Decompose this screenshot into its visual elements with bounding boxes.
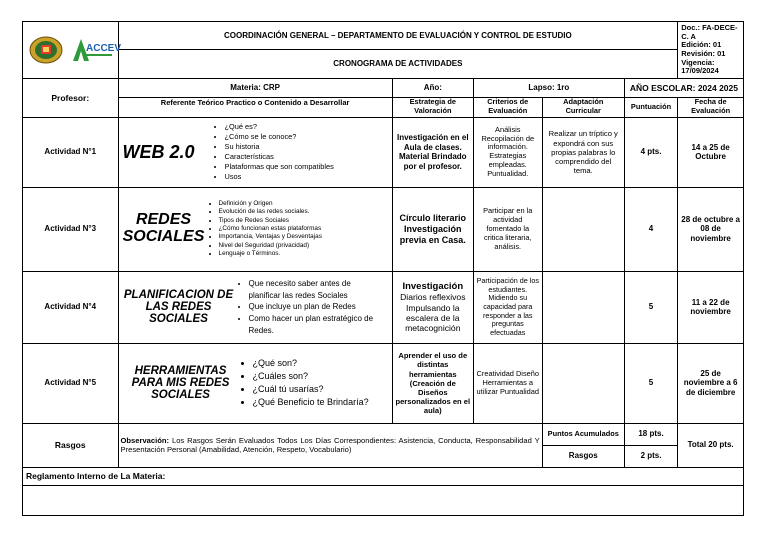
activity-content [118,117,392,187]
topic-list [239,357,369,409]
adaptacion-cell [542,271,624,343]
page-title: CRONOGRAMA DE ACTIVIDADES [118,50,678,78]
estrategia-cell [392,271,473,343]
criterios-cell: Creatividad Diseño Herramientas a utilizar Puntualidad [473,343,542,423]
logo-cell [23,22,119,79]
list-item: • ¿Qué es? [225,122,334,132]
reglamento-heading: Reglamento Interno de La Materia: [23,467,744,485]
list-item: • Características [225,152,334,162]
list-item: • ¿Qué Beneficio te Brindaría? [253,396,369,409]
coordination-title: COORDINACIÓN GENERAL – DEPARTAMENTO DE EVALUACIÓN Y CONTROL DE ESTUDIO [118,22,678,50]
fecha-cell: 11 a 22 de noviembre [678,271,744,343]
fecha-cell: 25 de noviembre a 6 de diciembre [678,343,744,423]
accev-logo-icon [69,35,121,65]
list-item: • ¿Cuál tú usarías? [253,383,369,396]
adaptacion-cell [542,187,624,271]
rasgos-sub-label: Rasgos [542,445,624,467]
list-item: • ¿Qué son? [253,357,369,370]
estrategia-text: Diarios reflexivos Impulsando la escalera de la metacognición [400,292,466,334]
topic-list [211,122,334,182]
col-puntuacion: Puntuación [624,97,677,117]
list-item: • Como hacer un plan estratégico de Redes. [249,313,379,336]
observacion-label: Observación: [120,436,170,446]
observacion-cell [118,423,542,467]
topic-list [235,278,379,336]
activity-title: PLANIFICACION DE LAS REDES SOCIALES [123,289,234,326]
activity-content [118,271,392,343]
estrategia-cell: Investigación en el Aula de clases. Material Brindado por el profesor. [392,117,473,187]
estrategia-cell: Círculo literario Investigación previa en Casa. [392,187,473,271]
table-row [23,117,744,187]
puntos-acumulados-value: 18 pts. [624,423,677,445]
col-adaptacion: Adaptación Curricular [542,97,624,117]
puntos-acumulados-label: Puntos Acumulados [542,423,624,445]
doc-revision: Revisión: 01 [681,48,726,58]
schedule-table [22,21,744,516]
school-crest-icon [28,35,64,65]
list-item: • Que incluye un plan de Redes [249,301,379,313]
lapso-label: Lapso: 1ro [473,78,624,97]
activity-label: Actividad N°4 [23,271,119,343]
doc-validity: Vigencia: 17/09/2024 [681,57,719,76]
anio-escolar-label: AÑO ESCOLAR: 2024 2025 [624,78,743,97]
observacion-text: Los Rasgos Serán Evaluados Todos Los Días Correspondientes: Asistencia, Conducta, Responsabilidad Y Presentación Personal (Amabilidad, Atención, Respeto, Vocabulario) [120,436,540,455]
puntuacion-cell: 4 pts. [624,117,677,187]
col-criterios: Criterios de Evaluación [473,97,542,117]
list-item: • Que necesito saber antes de planificar las redes Sociales [249,278,379,301]
table-row [23,343,744,423]
list-item: • Nivel del Seguridad (privacidad) [219,242,322,250]
adaptacion-cell: Realizar un tríptico y expondrá con sus propias palabras lo comprendido del tema. [542,117,624,187]
activity-content [118,343,392,423]
col-estrategia: Estrategia de Valoración [392,97,473,117]
criterios-cell: Análisis Recopilación de información. Estrategias empleadas. Puntualidad. [473,117,542,187]
table-row [23,187,744,271]
puntuacion-cell: 5 [624,343,677,423]
doc-edition: Edición: 01 [681,40,722,50]
estrategia-cell: Aprender el uso de distintas herramientas (Creación de Diseños personalizados en el aula) [392,343,473,423]
col-referente: Referente Teórico Practico o Contenido a Desarrollar [118,97,392,117]
list-item: • Evolución de las redes sociales. [219,208,322,216]
list-item: • ¿Cómo funcionan estas plataformas [219,225,322,233]
reglamento-body [23,485,744,515]
topic-list [205,200,322,258]
rasgos-label: Rasgos [23,423,119,467]
table-row [23,271,744,343]
profesor-label: Profesor: [23,78,119,117]
list-item: • Plataformas que son compatibles [225,162,334,172]
estrategia-heading: Investigación [402,280,464,292]
activity-title: WEB 2.0 [122,141,195,162]
doc-info [678,22,744,79]
criterios-cell: Participación de los estudiantes. Midiendo su capacidad para responder a las preguntas efectuadas [473,271,542,343]
list-item: • ¿Cuáles son? [253,370,369,383]
puntuacion-cell: 4 [624,187,677,271]
anio-label: Año: [392,78,473,97]
schedule-document [22,21,744,516]
col-fecha: Fecha de Evaluación [678,97,744,117]
fecha-cell: 14 a 25 de Octubre [678,117,744,187]
activity-title: HERRAMIENTAS PARA MIS REDES SOCIALES [131,365,230,402]
logo-text: ACCEV [85,42,121,54]
activity-label: Actividad N°5 [23,343,119,423]
adaptacion-cell [542,343,624,423]
list-item: • Usos [225,172,334,182]
rasgos-row [23,423,744,445]
list-item: • Definición y Origen [219,200,322,208]
rasgos-points: 2 pts. [624,445,677,467]
activity-title: REDES SOCIALES [122,211,205,246]
list-item: • Tipos de Redes Sociales [219,217,322,225]
activity-label: Actividad N°1 [23,117,119,187]
activity-label: Actividad N°3 [23,187,119,271]
list-item: • ¿Cómo se le conoce? [225,132,334,142]
activity-content [118,187,392,271]
materia-label: Materia: CRP [118,78,392,97]
fecha-cell: 28 de octubre a 08 de noviembre [678,187,744,271]
doc-code: Doc.: FA-DECE-C. A [681,23,738,41]
criterios-cell: Participar en la actividad fomentado la critica literaria, análisis. [473,187,542,271]
list-item: • Lenguaje o Términos. [219,250,322,258]
list-item: • Su historia [225,142,334,152]
list-item: • Importancia, Ventajas y Desventajas [219,233,322,241]
total-points: Total 20 pts. [678,423,744,467]
puntuacion-cell: 5 [624,271,677,343]
